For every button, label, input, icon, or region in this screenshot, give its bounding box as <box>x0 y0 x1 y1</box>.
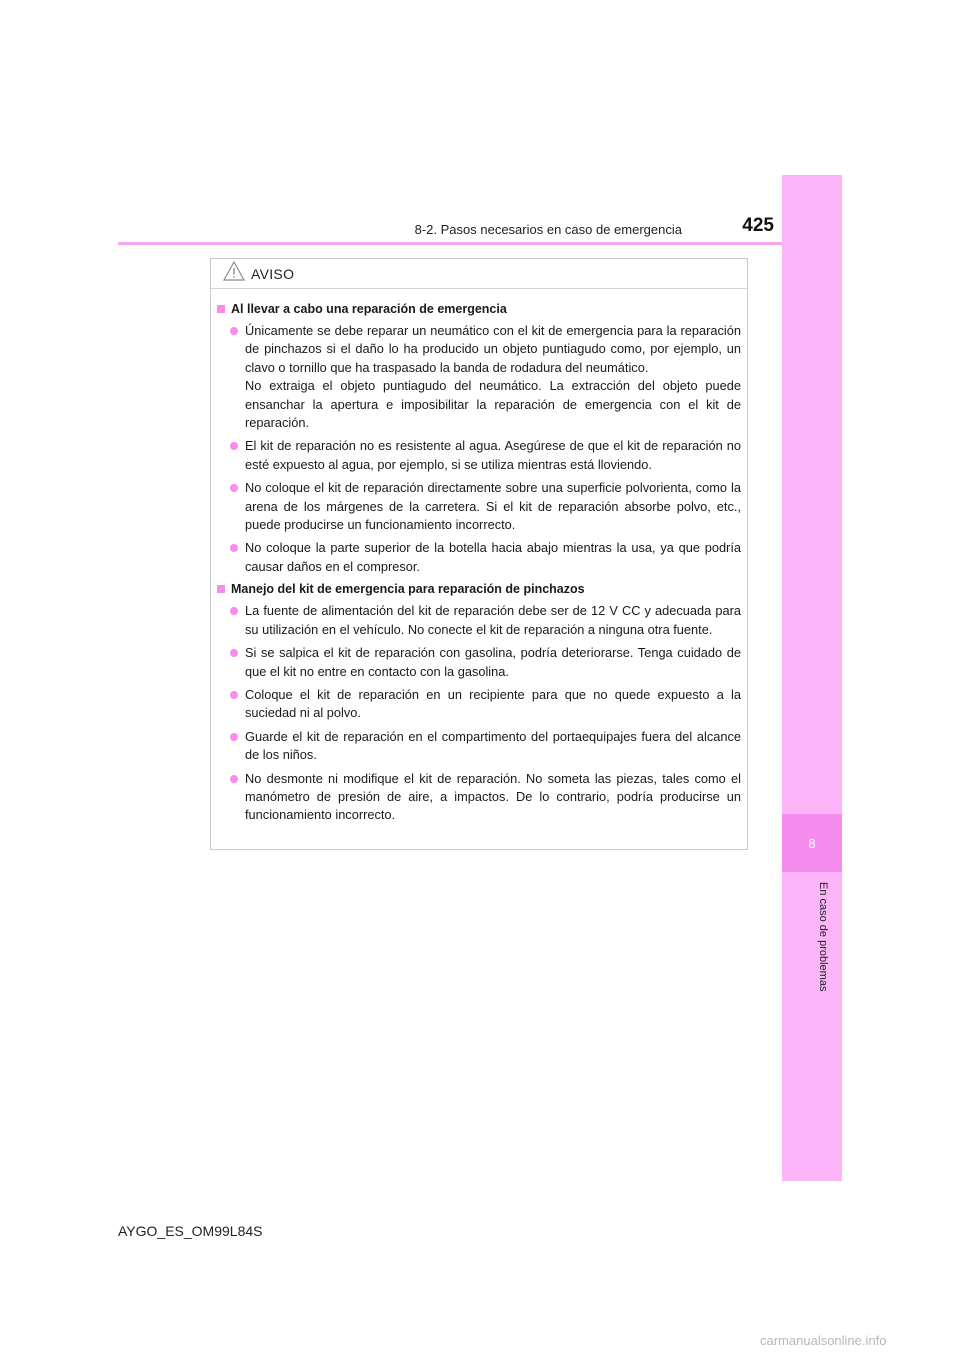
square-bullet-icon <box>217 305 225 313</box>
section-heading <box>217 581 741 598</box>
list-item-text: Si se salpica el kit de reparación con gasolina, podría deteriorarse. Tenga cuidado de que el kit no entre en contacto con la gasolina. <box>245 645 741 679</box>
list-item-text: Guarde el kit de reparación en el compartimento del portaequipajes fuera del alcance de los niños. <box>245 728 741 763</box>
warning-header <box>211 259 747 289</box>
list-item-text: La fuente de alimentación del kit de reparación debe ser de 12 V CC y adecuada para su utilización en el vehículo. No conecte el kit de reparación a ninguna otra fuente. <box>245 603 741 637</box>
list-item-text: No coloque la parte superior de la botella hacia abajo mientras la usa, ya que podría causar daños en el compresor. <box>245 540 741 574</box>
warning-box <box>210 258 748 850</box>
circle-bullet-icon <box>230 327 238 335</box>
section-heading-text: Al llevar a cabo una reparación de emergencia <box>231 302 507 316</box>
warning-body <box>211 289 747 825</box>
circle-bullet-icon <box>230 691 238 699</box>
section-heading <box>217 301 741 318</box>
list-item <box>217 770 741 825</box>
list-item <box>217 322 741 432</box>
chapter-label: En caso de problemas <box>817 882 829 992</box>
circle-bullet-icon <box>230 442 238 450</box>
document-code: AYGO_ES_OM99L84S <box>118 1223 263 1239</box>
section-title: 8-2. Pasos necesarios en caso de emergencia <box>414 222 682 237</box>
circle-bullet-icon <box>230 544 238 552</box>
chapter-number: 8 <box>808 835 816 851</box>
circle-bullet-icon <box>230 607 238 615</box>
list-item-text: Únicamente se debe reparar un neumático con el kit de emergencia para la reparación de pinchazos si el daño lo ha producido un objeto puntiagudo como, por ejemplo, un clavo o tornillo que ha traspasado la banda de rodadura del neumático. No extraiga el objeto puntiagudo del neumático. La extracción del objeto puede ensanchar la apertura e imposibilitar la reparación de emergencia con el kit de reparación. <box>245 323 741 431</box>
warning-triangle-icon <box>223 261 245 286</box>
list-item-text: No desmonte ni modifique el kit de reparación. No someta las piezas, tales como el manómetro de presión de aire, a impactos. De lo contrario, podría producirse un funcionamiento incorrecto. <box>245 770 741 823</box>
circle-bullet-icon <box>230 649 238 657</box>
list-item <box>217 437 741 474</box>
section-heading-text: Manejo del kit de emergencia para reparación de pinchazos <box>231 582 585 597</box>
list-item-text: El kit de reparación no es resistente al agua. Asegúrese de que el kit de reparación no esté expuesto al agua, por ejemplo, si se utiliza mientras está lloviendo. <box>245 438 741 472</box>
page-number: 425 <box>742 215 774 236</box>
circle-bullet-icon <box>230 484 238 492</box>
list-item <box>217 728 741 765</box>
chapter-side-tab <box>782 175 842 1181</box>
square-bullet-icon <box>217 585 225 593</box>
list-item-text: No coloque el kit de reparación directamente sobre una superficie polvorienta, como la arena de los márgenes de la carretera. Si el kit de reparación absorbe polvo, etc., puede producirse un funcionamiento incorrecto. <box>245 480 741 533</box>
list-item-text: Coloque el kit de reparación en un recipiente para que no quede expuesto a la suciedad ni al polvo. <box>245 686 741 721</box>
list-item <box>217 479 741 534</box>
warning-title: AVISO <box>251 265 295 282</box>
watermark: carmanualsonline.info <box>760 1333 887 1348</box>
list-item <box>217 539 741 576</box>
circle-bullet-icon <box>230 775 238 783</box>
chapter-number-block[interactable] <box>782 814 842 872</box>
header-divider <box>118 242 842 245</box>
circle-bullet-icon <box>230 733 238 741</box>
list-item <box>217 686 741 723</box>
list-item <box>217 602 741 639</box>
list-item <box>217 644 741 681</box>
